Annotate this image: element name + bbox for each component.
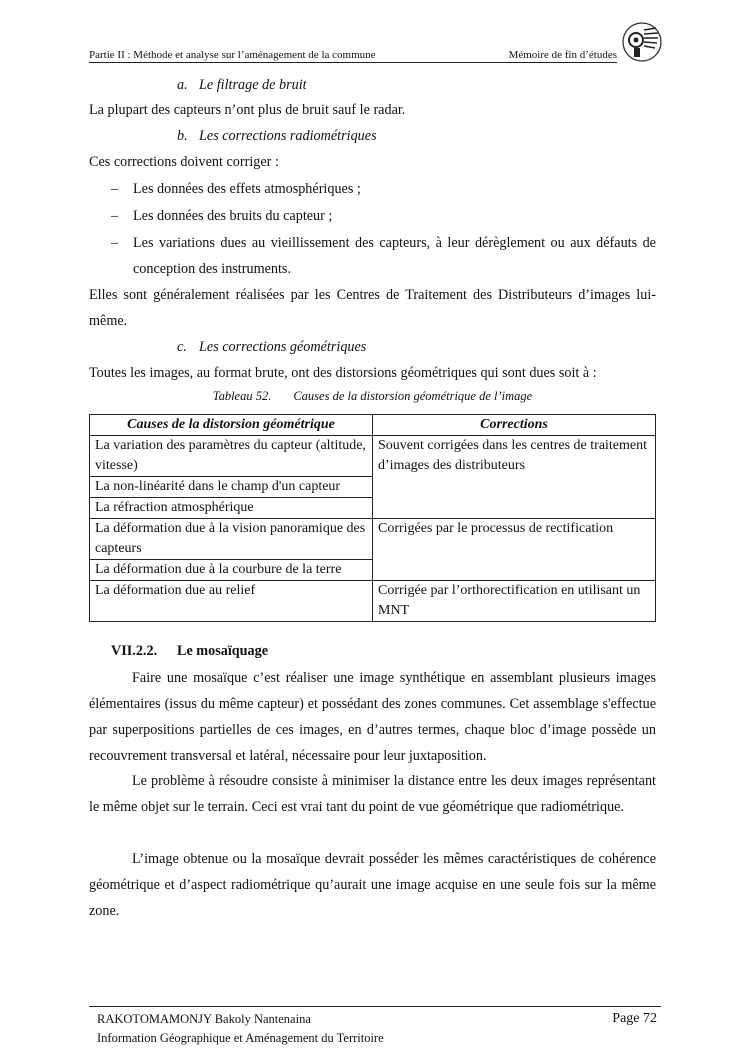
table-caption: Tableau 52. Causes de la distorsion géométrique de l’image <box>212 389 533 403</box>
column-header-causes: Causes de la distorsion géométrique <box>90 415 373 436</box>
list-item: – Les variations dues au vieillissement des capteurs, à leur dérèglement ou aux défauts de conception des instruments. <box>111 235 656 277</box>
body-paragraph: Faire une mosaïque c’est réaliser une image synthétique en assemblant plusieurs images élémentaires (issus du même capteur) et possédant des zones communes. Cet assemblage s'effectue par superpositions partielles de ces images, en d’autres termes, chaque bloc d’image possède un recouvrement transversal et latéral, nécessaire pour leur juxtaposition. <box>89 670 656 764</box>
table-header-row <box>90 415 656 436</box>
header-left-text: Partie II : Méthode et analyse sur l’aménagement de la commune <box>89 49 376 61</box>
list-item: – Les données des bruits du capteur ; <box>111 208 333 224</box>
subsection-c-title: c. Les corrections géométriques <box>177 339 367 355</box>
distortion-table <box>89 414 656 622</box>
subsection-a-title: a. Le filtrage de bruit <box>177 77 307 93</box>
table-row <box>90 519 656 560</box>
table-row <box>90 581 656 622</box>
section-heading: VII.2.2. Le mosaïquage <box>111 643 269 659</box>
table-cell-cause: La réfraction atmosphérique <box>90 498 373 519</box>
body-paragraph: Le problème à résoudre consiste à minimiser la distance entre les deux images représentant le même objet sur le terrain. Ceci est vrai tant du point de vue géométrique que radiométrique. <box>89 773 656 815</box>
table-cell-cause: La déformation due à la vision panoramique des capteurs <box>90 519 373 560</box>
subsection-c-text: Toutes les images, au format brute, ont des distorsions géométriques qui sont dues soit à : <box>89 365 597 381</box>
table-cell-correction: Souvent corrigées dans les centres de traitement d’images des distributeurs <box>373 436 656 519</box>
table-cell-correction: Corrigées par le processus de rectification <box>373 519 656 581</box>
page-header <box>89 46 617 63</box>
table-cell-cause: La variation des paramètres du capteur (altitude, vitesse) <box>90 436 373 477</box>
table-row <box>90 436 656 477</box>
subsection-b-intro: Ces corrections doivent corriger : <box>89 154 279 170</box>
table-cell-correction: Corrigée par l’orthorectification en utilisant un MNT <box>373 581 656 622</box>
page-footer <box>89 1006 661 1045</box>
body-paragraph: L’image obtenue ou la mosaïque devrait posséder les mêmes caractéristiques de cohérence géométrique et d’aspect radiométrique qu’aurait une image acquise en une seule fois sur la même zone. <box>89 851 656 919</box>
subsection-b-title: b. Les corrections radiométriques <box>177 128 377 144</box>
university-logo-icon <box>620 20 664 64</box>
table-cell-cause: La déformation due au relief <box>90 581 373 622</box>
footer-author: RAKOTOMAMONJY Bakoly Nantenaina <box>97 1012 311 1026</box>
subsection-b-outro: Elles sont généralement réalisées par les Centres de Traitement des Distributeurs d’images lui-même. <box>89 287 656 329</box>
subsection-a-text: La plupart des capteurs n’ont plus de bruit sauf le radar. <box>89 102 406 118</box>
header-right-text: Mémoire de fin d’études <box>508 49 617 61</box>
page-number: Page 72 <box>612 1011 657 1026</box>
footer-program: Information Géographique et Aménagement du Territoire <box>97 1031 384 1045</box>
table-cell-cause: La déformation due à la courbure de la terre <box>90 560 373 581</box>
column-header-corrections: Corrections <box>373 415 656 436</box>
table-cell-cause: La non-linéarité dans le champ d'un capteur <box>90 477 373 498</box>
list-item: – Les données des effets atmosphériques ; <box>111 181 361 197</box>
